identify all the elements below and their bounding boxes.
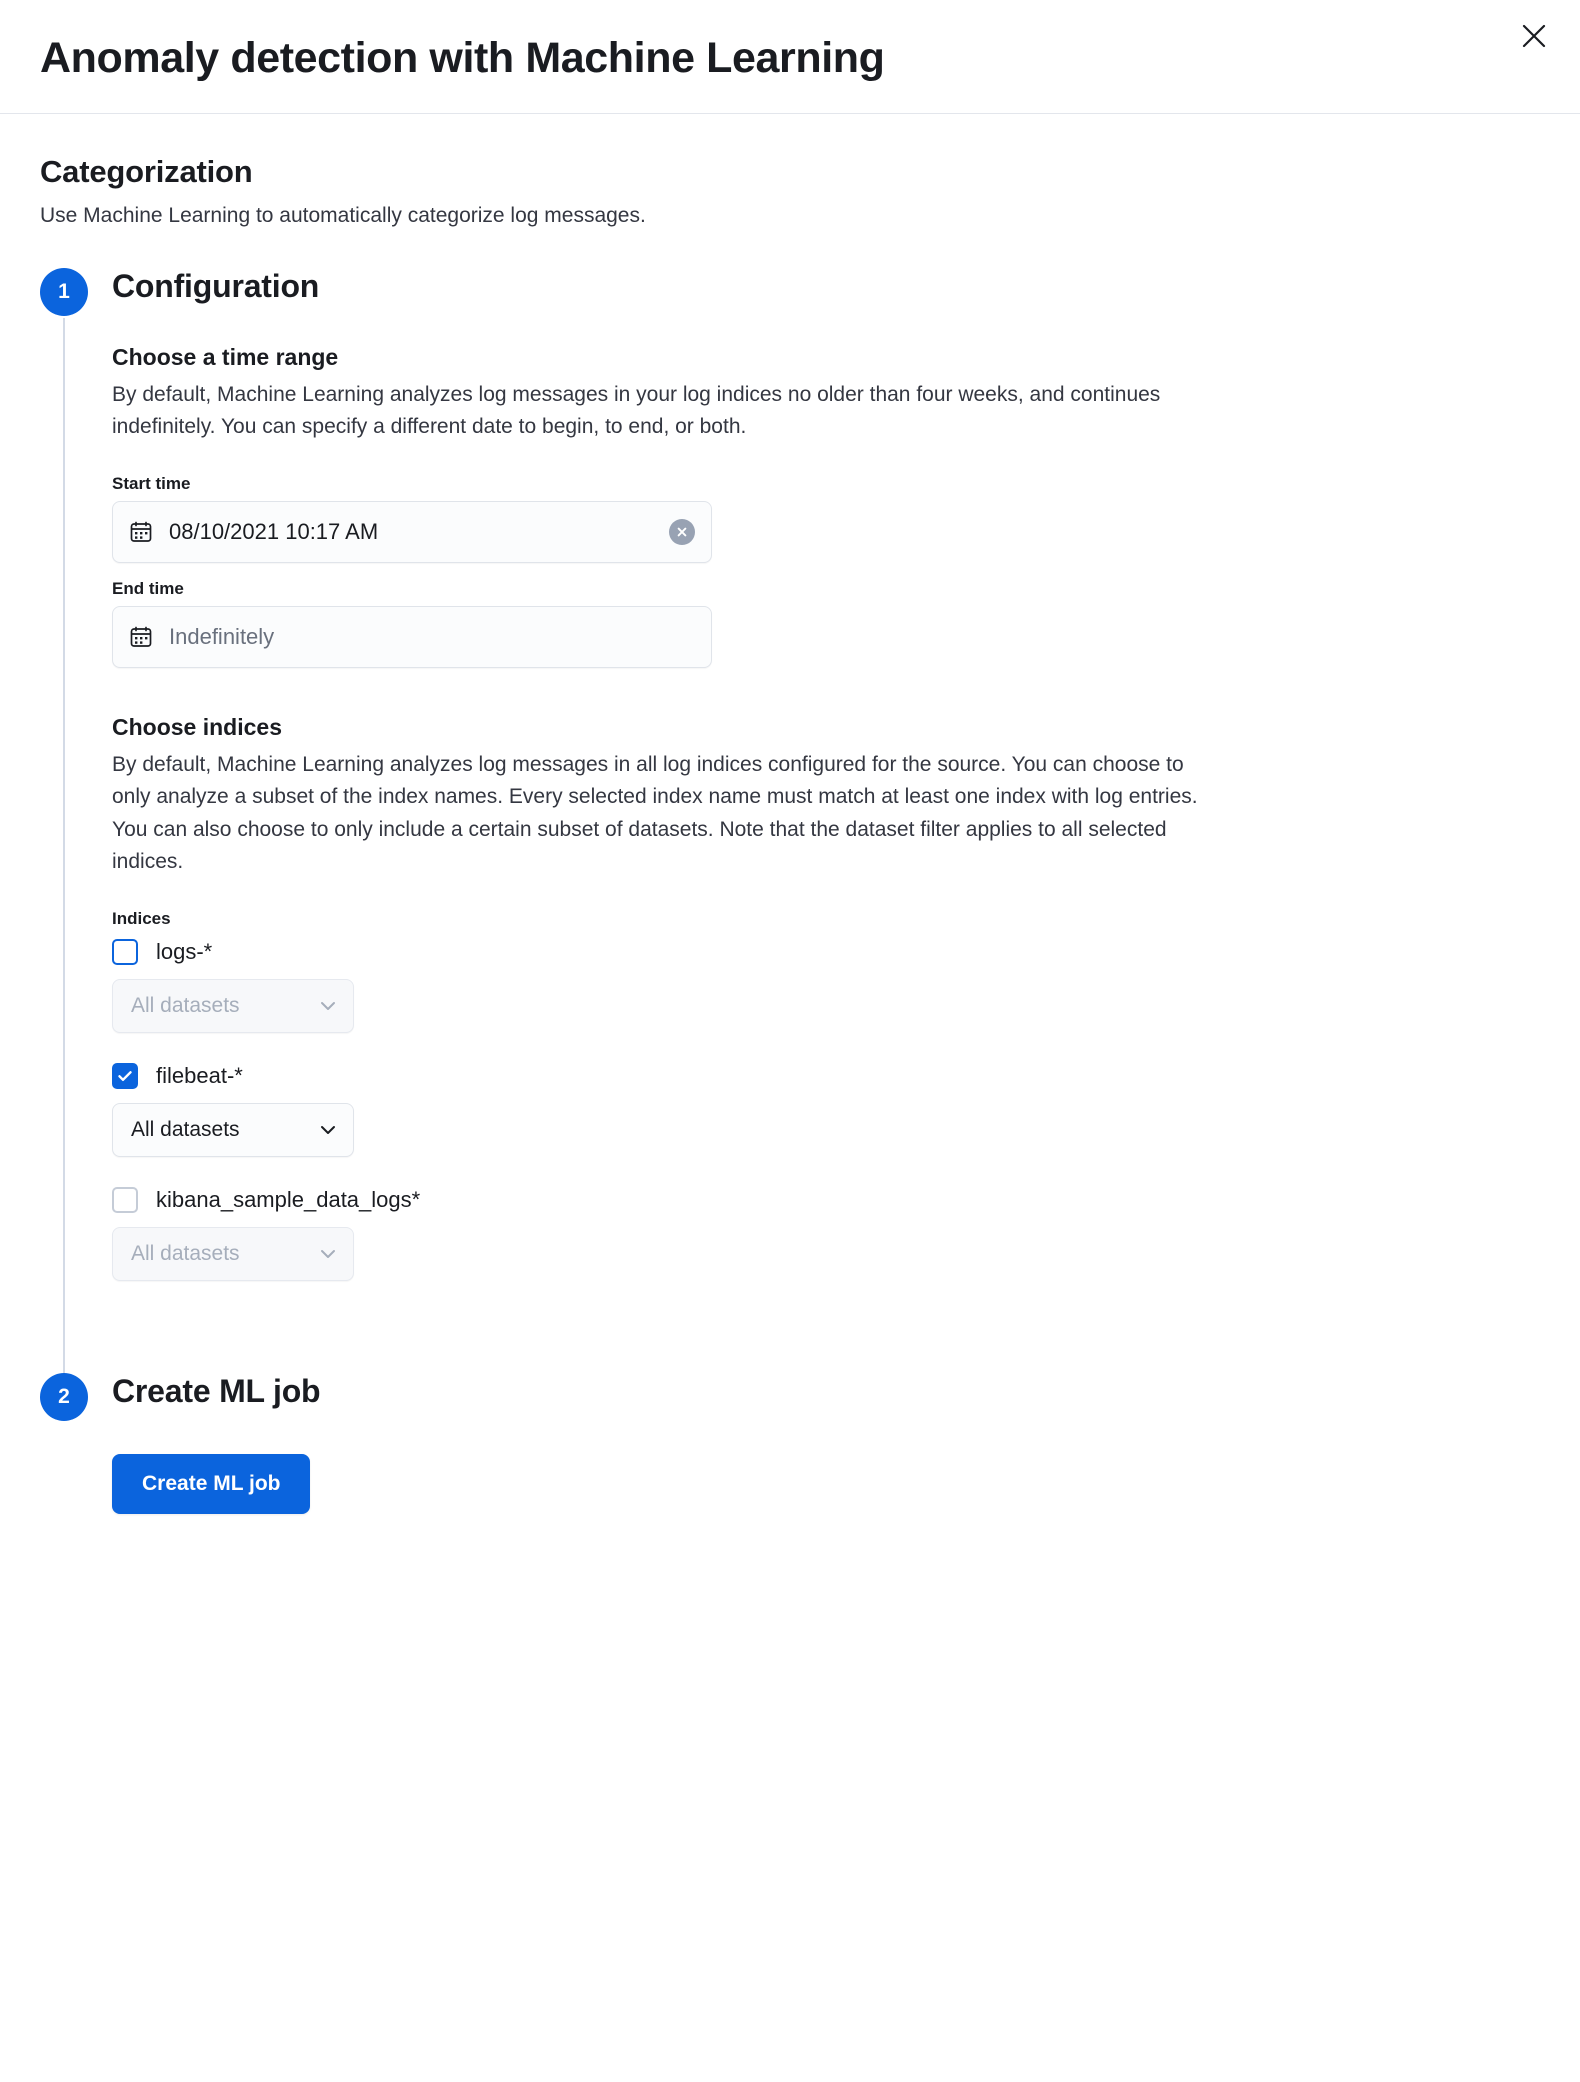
start-time-input[interactable] (112, 501, 712, 563)
end-time-input[interactable] (112, 606, 712, 668)
dataset-select-value: All datasets (131, 1241, 240, 1265)
index-item (112, 1187, 1540, 1281)
end-time-field-row (112, 579, 1540, 668)
time-range-description: By default, Machine Learning analyzes log messages in your log indices no older than four weeks, and continues indefinitely. You can specify a different date to begin, to end, or both. (112, 382, 1161, 439)
index-item (112, 1063, 1540, 1157)
step-title: Configuration (112, 267, 320, 304)
indices-heading: Choose indices (112, 713, 282, 740)
step-create-ml-job (40, 1371, 1540, 1515)
dataset-select-value: All datasets (131, 993, 240, 1017)
indices-description: By default, Machine Learning analyzes log messages in all log indices configured for the source. You can choose to only analyze a subset of the index names. Every selected index name must match at least one index with log entries. You can also choose to only include a certain subset of datasets. Note that the dataset filter applies to all selected indices. (112, 752, 1198, 874)
index-name: kibana_sample_data_logs* (156, 1186, 421, 1212)
step-connector-line (63, 318, 65, 1377)
step-number-badge: 2 (40, 1373, 88, 1421)
end-time-label: End time (112, 578, 184, 598)
end-time-value: Indefinitely (169, 623, 275, 649)
step-configuration (40, 266, 1540, 1371)
flyout-body (0, 114, 1580, 1574)
calendar-icon (129, 625, 153, 649)
flyout-header (0, 0, 1580, 114)
indices-label: Indices (112, 908, 171, 928)
index-row (112, 1187, 1540, 1213)
chevron-down-icon (317, 1119, 339, 1141)
start-time-field-row (112, 474, 1540, 563)
index-row (112, 939, 1540, 965)
step-number-badge: 1 (40, 268, 88, 316)
calendar-icon (129, 520, 153, 544)
start-time-label: Start time (112, 473, 191, 493)
dataset-select-value: All datasets (131, 1117, 240, 1141)
close-button[interactable] (1512, 14, 1556, 58)
start-time-value: 08/10/2021 10:17 AM (169, 518, 379, 544)
close-icon (1521, 23, 1547, 49)
step-create-ml-job-content (112, 1420, 1540, 1514)
index-checkbox[interactable] (112, 939, 138, 965)
time-range-heading: Choose a time range (112, 343, 339, 370)
clear-icon[interactable] (669, 519, 695, 545)
index-row (112, 1063, 1540, 1089)
index-checkbox[interactable] (112, 1063, 138, 1089)
section-description: Use Machine Learning to automatically categorize log messages. (40, 204, 646, 228)
dataset-select[interactable] (112, 1227, 354, 1281)
page-title: Anomaly detection with Machine Learning (40, 34, 885, 82)
chevron-down-icon (317, 995, 339, 1017)
step-configuration-content (112, 316, 1540, 1371)
section-title: Categorization (40, 154, 253, 190)
create-ml-job-button[interactable]: Create ML job (112, 1454, 310, 1514)
dataset-select[interactable] (112, 1103, 354, 1157)
index-name: logs-* (156, 938, 213, 964)
index-checkbox[interactable] (112, 1187, 138, 1213)
steps-list (40, 266, 1540, 1514)
index-name: filebeat-* (156, 1062, 243, 1088)
chevron-down-icon (317, 1243, 339, 1265)
dataset-select[interactable] (112, 979, 354, 1033)
step-title: Create ML job (112, 1372, 321, 1409)
index-item (112, 939, 1540, 1033)
